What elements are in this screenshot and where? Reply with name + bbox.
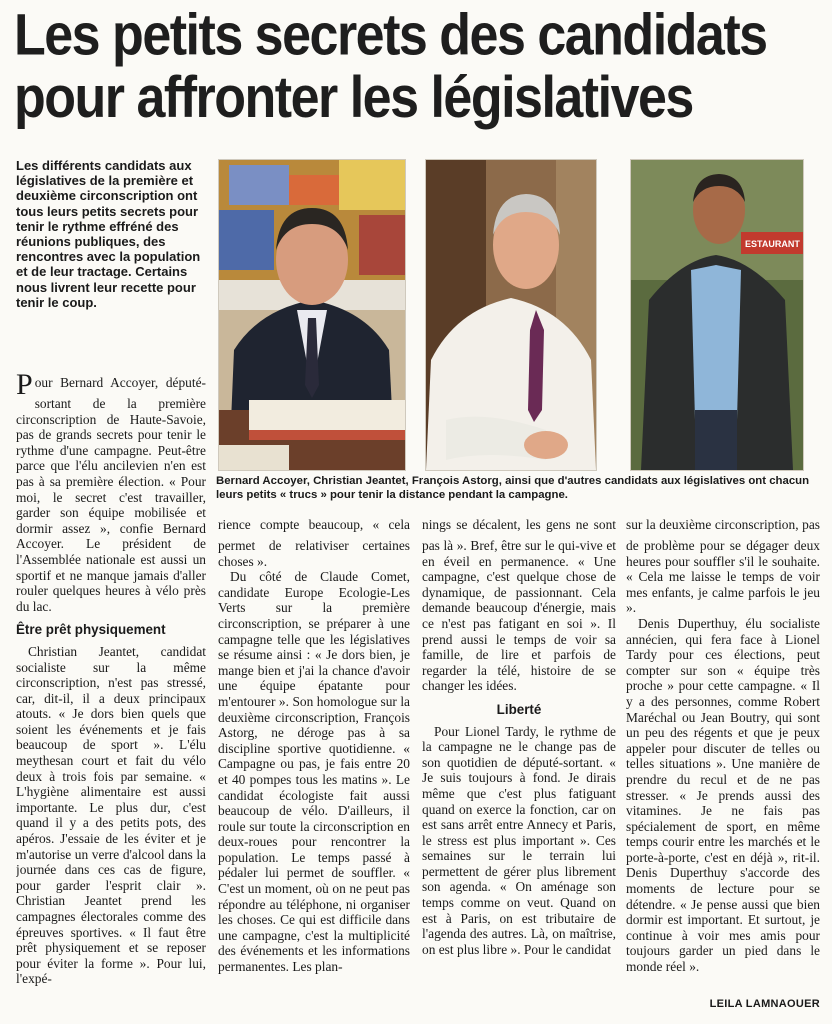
text-column-3	[422, 512, 616, 1012]
article-title: Les petits secrets des candidats pour affronter les législatives	[14, 2, 767, 131]
paragraph: Christian Jeantet, candidat socialiste sur la même circonscription, n'est pas stressé, car, dit-il, il a deux principaux atouts. « Je dors bien quels que soient les événements et je fais beaucoup de sport ». L'élu meythesan court et fait du vélo deux à trois fois par semaine. « L'hygiène alimentaire est aussi importante. Le plus dur, c'est quand il y a des petits pots, des apéros. J'essaie de les éviter et je m'autorise un verre d'alcool dans la journée dans ces cas de figure, pour garder l'esprit clair ». Christian Jeantet prend les campagnes électorales comme des épreuves sportives. « Il faut être prêt physiquement et se reposer pour éviter la forme ». Pour lui, l'expé-	[16, 643, 206, 987]
photo-francois-astorg	[630, 159, 804, 471]
photo-caption: Bernard Accoyer, Christian Jeantet, François Astorg, ainsi que d'autres candidats aux législatives ont chacun leurs petits « trucs » pour tenir la distance pendant la campagne.	[216, 475, 810, 501]
text-column-4	[626, 512, 820, 996]
subheading-etre-pret: Être prêt physiquement	[16, 622, 166, 638]
text-column-2	[218, 512, 410, 1012]
text-column-1	[16, 370, 206, 1010]
photo-christian-jeantet	[425, 159, 597, 471]
drop-cap: P	[16, 370, 33, 401]
restaurant-sign: ESTAURANT	[745, 239, 800, 249]
paragraph: Pour Lionel Tardy, le rythme de la campagne ne le change pas de son quotidien de député-sortant. « Je suis toujours à fond. Je dirais même que c'est plus fatiguant quand on exerce la fonction, car on est sans arrêt entre Annecy et Paris, le stress est plus important ». Ces semaines sur le terrain lui permettent de gérer plus librement son agenda. « On aménage son temps comme on veut. Quand on est à Paris, on est tributaire de l'agenda des autres. Là, on maîtrise, on est plus libre ». Pour le candidat	[422, 723, 616, 957]
paragraph: Denis Duperthuy, élu socialiste annécien, qui fera face à Lionel Tardy pour ces élections, peut compter sur son « équipe très proche » pour cette campagne. « Il y a des personnes, comme Robert Maréchal ou Jean Boutry, qui sont un peu des régents et que je peux appeler pour discuter de telles ou telles situations ». Une manière de prendre du recul et de ne pas stresser. « Je prends aussi des vitamines. Je ne fais pas spécialement de sport, en même temps courir entre les marchés et le porte-à-porte, c'est en déjà », rit-il. Denis Duperthuy s'accorde des moments de lecture pour se détendre. « Je pense aussi que bien dormir est important. Et surtout, je continue à voir mes amis pour toujours garder un pied dans le monde réel ».	[626, 615, 820, 975]
article-lead: Les différents candidats aux législatives de la première et deuxième circonscription ont tous leurs petits secrets pour tenir le rythme effréné des réunions publiques, des rencontres avec la population et de leur tractage. Certains nous livrent leur recette pour tenir le coup.	[16, 158, 201, 310]
paragraph: Pour Bernard Accoyer, député-sortant de la première circonscription de Haute-Savoie, pas de grands secrets pour tenir le rythme d'une campagne. Peut-être parce que l'élu ancilevien n'en est pas à sa première élection. « Pour moi, le secret c'est travailler, garder son équipe mobilisée et dormir assez », confie Bernard Accoyer. Le président de l'Assemblée nationale est aussi un sportif et ne manque jamais d'aller rouler quelques heures à vélo près du lac.	[16, 370, 206, 614]
photo-bernard-accoyer	[218, 159, 406, 471]
author-byline: LEILA LAMNAOUER	[709, 998, 820, 1010]
paragraph: nings se décalent, les gens ne sont pas là ». Bref, être sur le qui-vive et en éveil en permanence. « Une campagne, c'est quelque chose de dynamique, de passionnant. Cela demande beaucoup d'énergie, mais ce n'est pas fatigant en soi ». Il prend aussi le temps de voir sa famille, de lire et parfois de regarder la télé, histoire de se changer les idées.	[422, 517, 616, 694]
paragraph: rience compte beaucoup, « cela permet de relativiser certaines choses ».	[218, 517, 410, 569]
paragraph: Du côté de Claude Comet, candidate Europe Ecologie-Les Verts sur la première circonscription, se préparer à une campagne telle que les législatives se résume ainsi : « Je dors bien, je mange bien et j'ai la chance d'avoir une équipe épatante pour m'entourer ». Son homologue sur la deuxième circonscription, François Astorg, ne déroge pas à sa discipline sportive quotidienne. « Campagne ou pas, je fais entre 20 et 40 pompes tous les matins ». Le candidat écologiste fait aussi beaucoup de vélo. D'ailleurs, il roule sur toute la circonscription en deux-roues pour rencontrer la population. Le temps passé à pédaler lui permet de souffler. « C'est un moment, où on ne peut pas répondre au téléphone, ni organiser les choses. Ce qui est difficile dans une campagne, c'est la multiplicité des événements et les informations permanentes. Les plan-	[218, 569, 410, 975]
paragraph: sur la deuxième circonscription, pas de problème pour se dégager deux heures pour souffler s'il le souhaite. « Cela me laisse le temps de voir mes enfants, je calme parfois le jeu ».	[626, 517, 820, 616]
subheading-liberte: Liberté	[496, 701, 542, 717]
